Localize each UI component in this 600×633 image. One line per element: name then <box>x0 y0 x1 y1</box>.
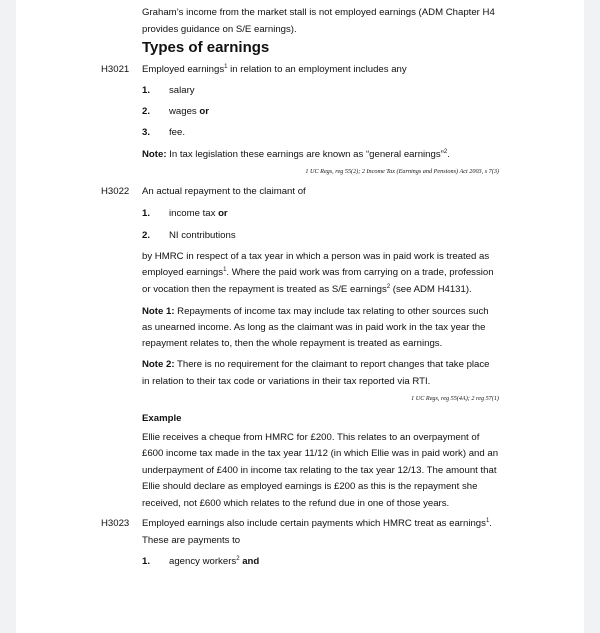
paragraph-number-h3022: H3022 <box>101 186 130 197</box>
list-number: 2. <box>142 106 151 117</box>
list-item <box>169 106 209 118</box>
example-line: underpayment of £400 in income tax relating to the tax year 12/13. The amount that <box>142 465 497 476</box>
list-item-conj: or <box>218 208 228 219</box>
note-2-line-1 <box>142 359 490 371</box>
note-1-line-1 <box>142 306 489 318</box>
h3023-line-1 <box>142 518 492 530</box>
list-number: 1. <box>142 85 151 96</box>
footnote-ref: 1 <box>485 518 490 524</box>
example-label: Example <box>142 413 182 424</box>
h3022-body-line-3 <box>142 284 472 296</box>
list-item-text: wages <box>169 106 200 117</box>
intro-line-2: provides guidance on S/E earnings). <box>142 24 297 35</box>
list-item <box>169 127 185 139</box>
example-line: received, not £600 which relates to the refund due in one of those years. <box>142 498 450 509</box>
paragraph-number-h3023: H3023 <box>101 518 130 529</box>
list-item-text: agency workers <box>169 556 237 567</box>
body-text: or vocation then the repayment is treated as S/E earnings <box>142 284 387 295</box>
list-item <box>169 85 195 97</box>
h3021-note <box>142 149 450 161</box>
body-text: (see ADM H4131). <box>390 284 472 295</box>
h3022-body-line-1: by HMRC in respect of a tax year in which a person was in paid work is treated as <box>142 251 490 262</box>
list-item-text: salary <box>169 85 195 96</box>
h3023-line-2: These are payments to <box>142 535 241 546</box>
list-item-text: income tax <box>169 208 219 219</box>
note-end: . <box>447 149 450 160</box>
note-1-line-2: as unearned income. As long as the claimant was in paid work in the tax year the <box>142 322 486 333</box>
list-item <box>169 556 259 568</box>
list-number: 2. <box>142 230 151 241</box>
footnote-ref: 2 <box>236 556 240 562</box>
footnote-ref: 2 <box>386 284 391 290</box>
list-item-text: NI contributions <box>169 230 236 241</box>
note-text: Repayments of income tax may include tax relating to other sources such <box>174 306 489 317</box>
footnote-h3021: 1 UC Regs, reg 55(2); 2 Income Tax (Earnings and Pensions) Act 2003, s 7(3) <box>305 168 499 175</box>
list-number: 1. <box>142 208 151 219</box>
body-text: . <box>489 518 492 529</box>
note-text: There is no requirement for the claimant to report changes that take place <box>174 359 490 370</box>
paragraph-number-h3021: H3021 <box>101 64 130 75</box>
list-item-conj: and <box>239 556 260 567</box>
footnote-ref: 1 <box>223 267 227 273</box>
footnote-ref: 1 <box>224 64 228 70</box>
body-text: employed earnings <box>142 267 224 278</box>
body-text: Employed earnings also include certain payments which HMRC treat as earnings <box>142 518 486 529</box>
body-text: . Where the paid work was from carrying on a trade, profession <box>226 267 494 278</box>
h3021-text-b: in relation to an employment includes any <box>227 64 407 75</box>
section-heading: Types of earnings <box>142 39 270 56</box>
note-2-line-2: in relation to their tax code or variations in their tax reported via RTI. <box>142 376 431 387</box>
h3021-text <box>142 64 407 76</box>
list-number: 3. <box>142 127 151 138</box>
example-line: Ellie should declare as employed earnings is £200 as this is the repayment she <box>142 481 478 492</box>
example-line: Ellie receives a cheque from HMRC for £200. This relates to an overpayment of <box>142 432 480 443</box>
note-label: Note: <box>142 149 167 160</box>
footnote-ref: 2 <box>443 149 448 155</box>
note-label: Note 1: <box>142 306 175 317</box>
footnote-h3022: 1 UC Regs, reg 55(4A); 2 reg 57(1) <box>411 395 499 402</box>
list-item <box>169 208 228 220</box>
note-text: In tax legislation these earnings are known as “general earnings” <box>166 149 444 160</box>
example-line: £600 income tax made in the tax year 11/12 (in which Ellie was in paid work) and an <box>142 448 499 459</box>
intro-line-1: Graham’s income from the market stall is not employed earnings (ADM Chapter H4 <box>142 7 495 18</box>
h3022-text: An actual repayment to the claimant of <box>142 186 306 197</box>
list-number: 1. <box>142 556 151 567</box>
list-item-text: fee. <box>169 127 186 138</box>
h3022-body-line-2 <box>142 267 494 279</box>
list-item <box>169 230 236 242</box>
cut-off-text-line <box>142 0 145 3</box>
note-1-line-3: repayment relates to, then the whole repayment is treated as earnings. <box>142 338 443 349</box>
h3021-text-a: Employed earnings <box>142 64 225 75</box>
list-item-conj: or <box>199 106 209 117</box>
note-label: Note 2: <box>142 359 175 370</box>
